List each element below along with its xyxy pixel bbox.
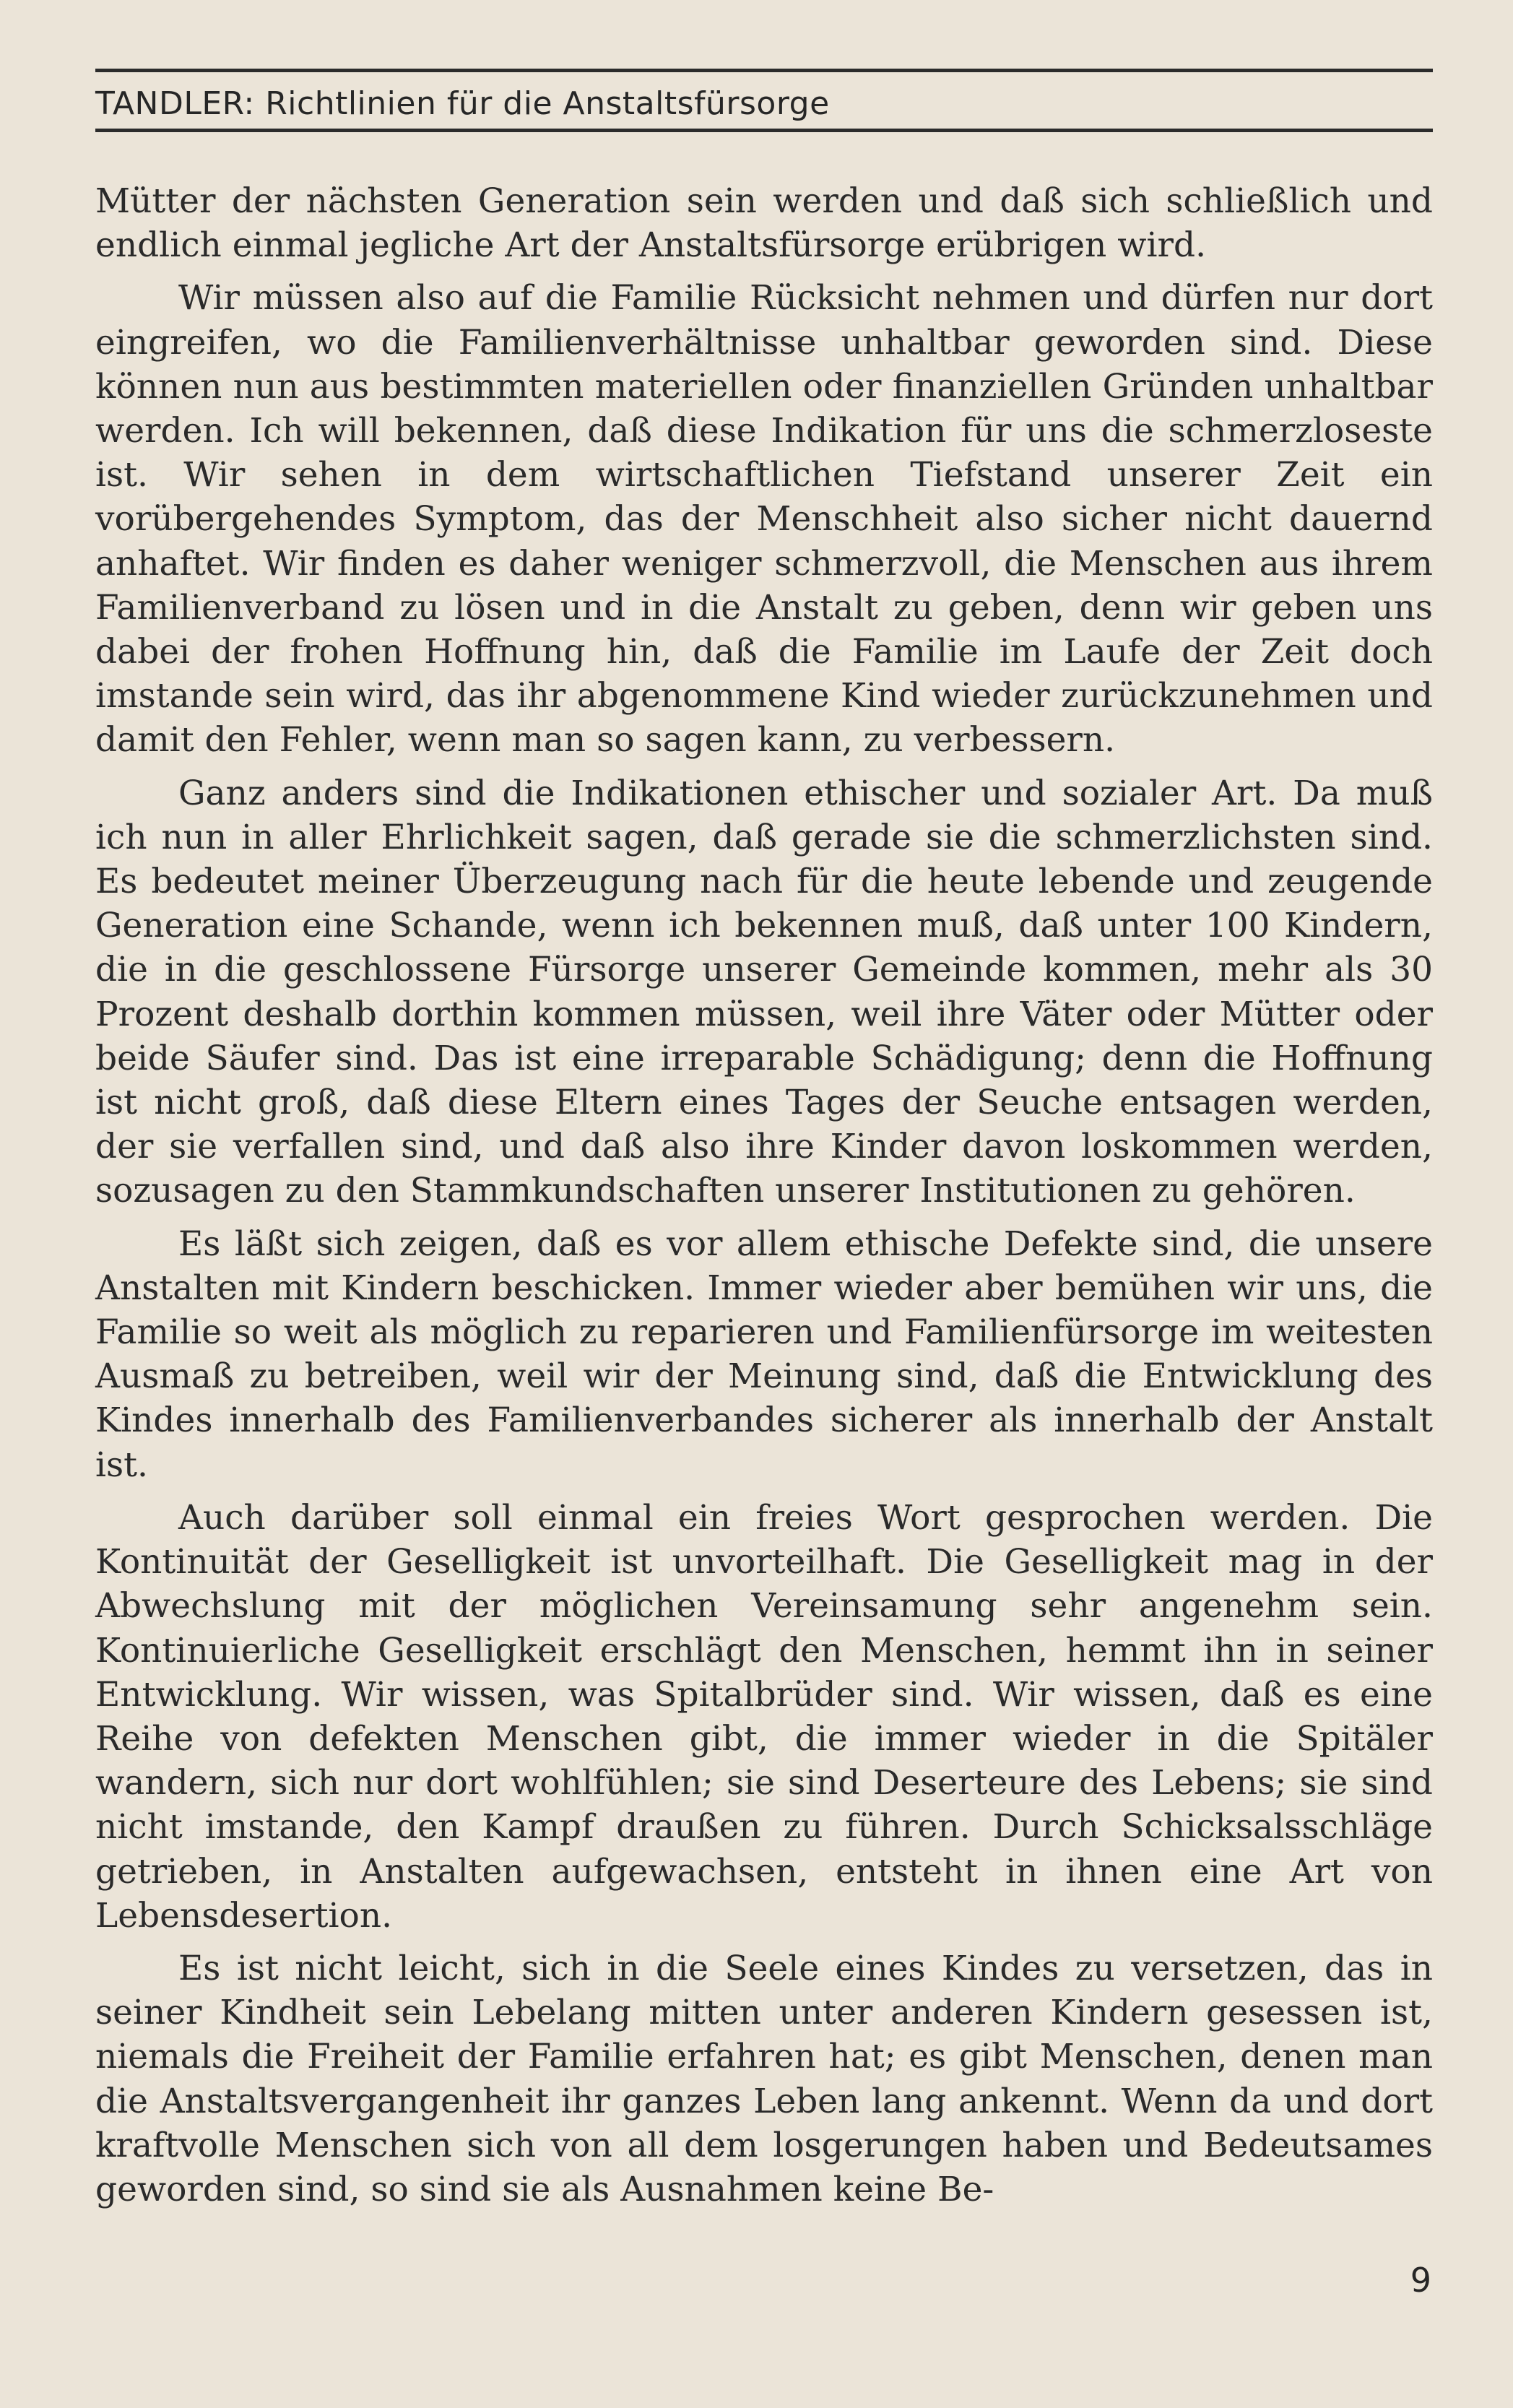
paragraph-1: Mütter der nächsten Generation sein werden und daß sich schließlich und endlich einmal jegliche Art der Anstaltsfürsorge erübrigen wird. bbox=[95, 181, 1433, 266]
header-rule-bottom bbox=[95, 129, 1433, 132]
paragraph-6: Es ist nicht leicht, sich in die Seele eines Kindes zu versetzen, das in seiner Kindheit sein Lebelang mitten unter anderen Kindern gesessen ist, niemals die Freiheit der Familie erfahren hat; es gibt Menschen, denen man die Anstaltsvergangenheit ihr ganzes Leben lang ankennt. Wenn da und dort kraftvolle Menschen sich von all dem losgerungen haben und Bedeutsames geworden sind, so sind sie als Ausnahmen keine Be- bbox=[95, 1948, 1433, 2209]
paragraph-2: Wir müssen also auf die Familie Rücksicht nehmen und dürfen nur dort eingreifen, wo die Familienverhältnisse unhaltbar geworden sind. Diese können nun aus bestimmten materiellen oder finanziellen Gründen unhaltbar werden. Ich will bekennen, daß diese Indikation für uns die schmerzloseste ist. Wir sehen in dem wirtschaftlichen Tiefstand unserer Zeit ein vorübergehendes Symptom, das der Menschheit also sicher nicht dauernd anhaftet. Wir finden es daher weniger schmerzvoll, die Menschen aus ihrem Familienverband zu lösen und in die Anstalt zu geben, denn wir geben uns dabei der frohen Hoffnung hin, daß die Familie im Laufe der Zeit doch imstande sein wird, das ihr abgenommene Kind wieder zurückzunehmen und damit den Fehler, wenn man so sagen kann, zu verbessern. bbox=[95, 278, 1433, 761]
running-head: TANDLER: Richtlinien für die Anstaltsfürsorge bbox=[95, 85, 830, 122]
header-rule-top bbox=[95, 69, 1433, 72]
page-number: 9 bbox=[1410, 2261, 1431, 2300]
paragraph-5: Auch darüber soll einmal ein freies Wort gesprochen werden. Die Kontinuität der Geselligkeit ist unvorteilhaft. Die Geselligkeit mag in der Abwechslung mit der möglichen Vereinsamung sehr angenehm sein. Kontinuierliche Geselligkeit erschlägt den Menschen, hemmt ihn in seiner Entwicklung. Wir wissen, was Spitalbrüder sind. Wir wissen, daß es eine Reihe von defekten Menschen gibt, die immer wieder in die Spitäler wandern, sich nur dort wohlfühlen; sie sind Deserteure des Lebens; sie sind nicht imstande, den Kampf draußen zu führen. Durch Schicksalsschläge getrieben, in Anstalten aufgewachsen, entsteht in ihnen eine Art von Lebensdesertion. bbox=[95, 1497, 1433, 1936]
paragraph-3: Ganz anders sind die Indikationen ethischer und sozialer Art. Da muß ich nun in aller Ehrlichkeit sagen, daß gerade sie die schmerzlichsten sind. Es bedeutet meiner Überzeugung nach für die heute lebende und zeugende Generation eine Schande, wenn ich bekennen muß, daß unter 100 Kindern, die in die geschlossene Fürsorge unserer Gemeinde kommen, mehr als 30 Prozent deshalb dorthin kommen müssen, weil ihre Väter oder Mütter oder beide Säufer sind. Das ist eine irreparable Schädigung; denn die Hoffnung ist nicht groß, daß diese Eltern eines Tages der Seuche entsagen werden, der sie verfallen sind, und daß also ihre Kinder davon loskommen werden, sozusagen zu den Stammkundschaften unserer Institutionen zu gehören. bbox=[95, 773, 1433, 1211]
body-text bbox=[95, 179, 1433, 2220]
paragraph-4: Es läßt sich zeigen, daß es vor allem ethische Defekte sind, die unsere Anstalten mit Kindern beschicken. Immer wieder aber bemühen wir uns, die Familie so weit als möglich zu reparieren und Familienfürsorge im weitesten Ausmaß zu betreiben, weil wir der Meinung sind, daß die Entwicklung des Kindes innerhalb des Familienverbandes sicherer als innerhalb der Anstalt ist. bbox=[95, 1224, 1433, 1485]
